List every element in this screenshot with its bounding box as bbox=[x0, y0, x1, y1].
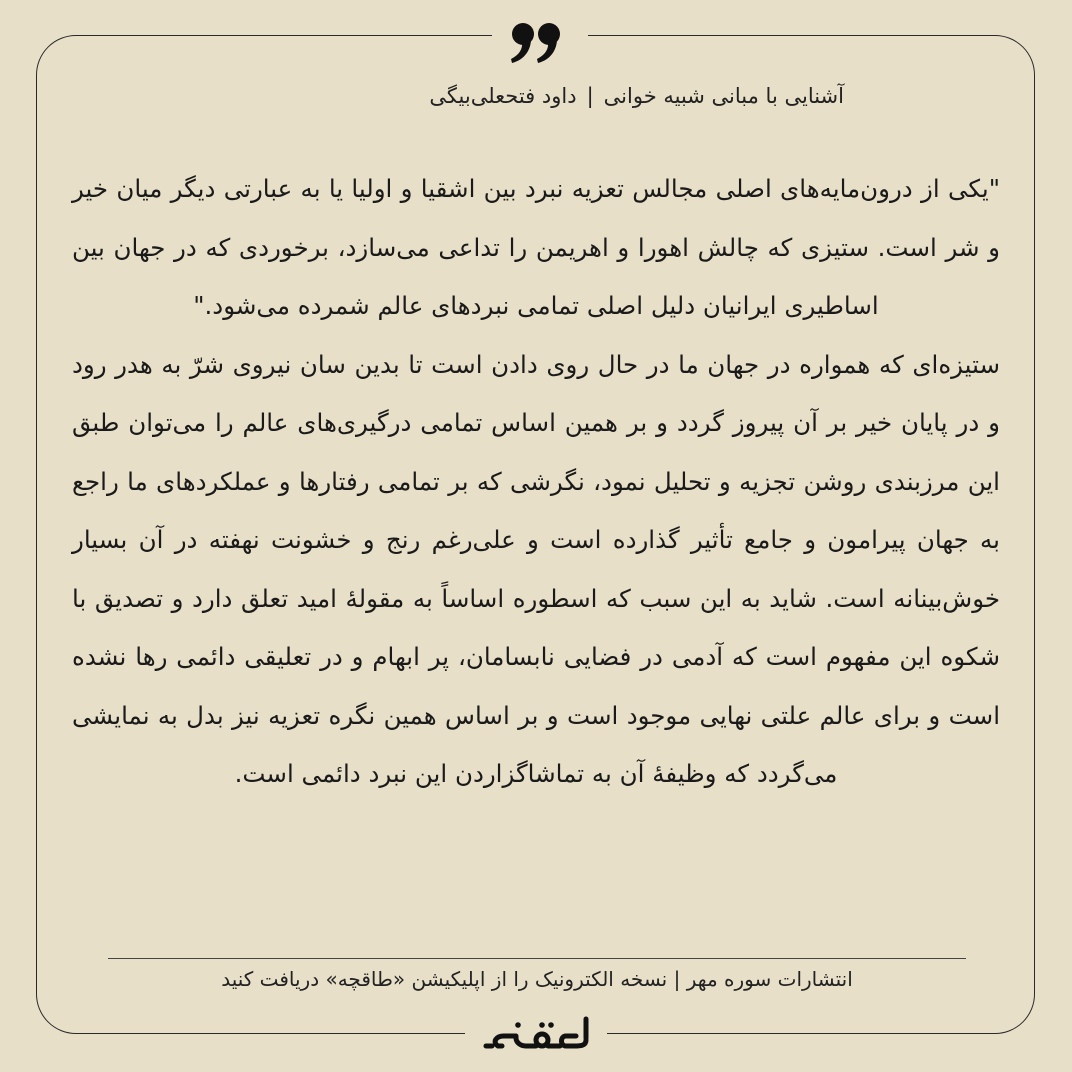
footer-note: انتشارات سوره مهر | نسخه الکترونیک را از اپلیکیشن «طاقچه» دریافت کنید bbox=[221, 967, 853, 991]
book-title: آشنایی با مبانی شبیه خوانی bbox=[603, 84, 844, 108]
excerpt-paragraph: ستیزه‌ای که همواره در جهان ما در حال روی دادن است تا بدین سان نیروی شرّ به هدر رود و در پایان خیر بر آن پیروز گردد و بر همین اساس تمامی درگیری‌های عالم را می‌توان طبق این مرزبندی روشن تجزیه و تحلیل نمود، نگرشی که بر تمامی رفتارها و عملکردهای ما راجع به جهان پیرامون و جامع تأثیر گذارده است و علی‌رغم رنج و خشونت نهفته در آن بسیار خوش‌بینانه است. شاید به این سبب که اسطوره اساساً به مقولهٔ امید تعلق دارد و تصدیق با شکوه این مفهوم است که آدمی در فضایی نابسامان، پر ابهام و در تعلیقی دائمی رها نشده است و برای عالم علتی نهایی موجود است و بر اساس همین نگره تعزیه نیز بدل به نمایشی می‌گردد که وظیفهٔ آن به تماشاگزاردن این نبرد دائمی است. bbox=[72, 349, 1000, 788]
header-separator: | bbox=[586, 84, 594, 108]
excerpt-quote: "یکی از درون‌مایه‌های اصلی مجالس تعزیه نبرد بین اشقیا و اولیا یا به عبارتی دیگر میان خیر و شر است. ستیزی که چالش اهورا و اهریمن را تداعی می‌سازد، برخوردی که در جهان بین اساطیری ایرانیان دلیل اصلی تمامی نبردهای عالم شمرده می‌شود." bbox=[72, 174, 1000, 320]
book-header bbox=[429, 84, 844, 108]
excerpt-text bbox=[72, 160, 1000, 804]
taaghche-logo bbox=[482, 1016, 590, 1052]
footer-divider bbox=[108, 958, 966, 959]
book-author: داود فتحعلی‌بیگی bbox=[429, 84, 577, 108]
quote-mark-icon bbox=[508, 20, 564, 64]
